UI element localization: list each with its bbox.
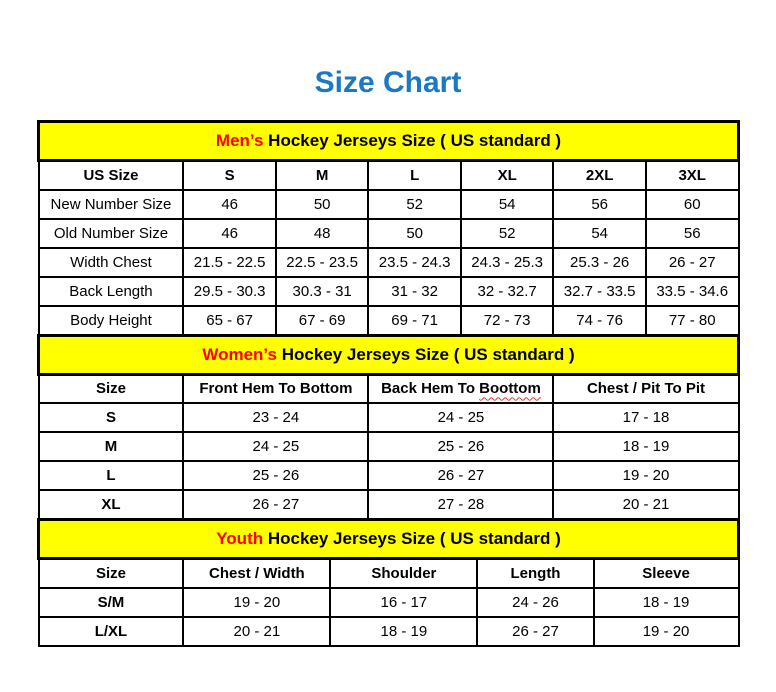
youth-banner-highlight: Youth	[216, 529, 264, 548]
youth-cell-r0c3: 18 - 19	[594, 588, 739, 617]
mens-table-row	[39, 277, 739, 306]
womens-cell-r1c2: 18 - 19	[553, 432, 738, 461]
mens-row-label-4: Body Height	[39, 306, 184, 335]
mens-cell-r4c4: 74 - 76	[553, 306, 646, 335]
mens-cell-r1c4: 54	[553, 219, 646, 248]
womens-cell-r0c2: 17 - 18	[553, 403, 738, 432]
womens-cell-r1c0: 24 - 25	[183, 432, 368, 461]
youth-cell-r1c0: 20 - 21	[183, 617, 330, 646]
mens-cell-r0c3: 54	[461, 190, 554, 219]
mens-cell-r0c5: 60	[646, 190, 739, 219]
youth-size-table	[37, 518, 740, 647]
mens-column-header-3: L	[368, 161, 461, 190]
mens-cell-r2c2: 23.5 - 24.3	[368, 248, 461, 277]
mens-cell-r4c3: 72 - 73	[461, 306, 554, 335]
mens-cell-r0c2: 52	[368, 190, 461, 219]
mens-cell-r0c4: 56	[553, 190, 646, 219]
mens-cell-r4c0: 65 - 67	[183, 306, 276, 335]
mens-column-header-0: US Size	[39, 161, 184, 190]
youth-cell-r0c2: 24 - 26	[477, 588, 593, 617]
mens-column-header-1: S	[183, 161, 276, 190]
mens-cell-r3c1: 30.3 - 31	[276, 277, 369, 306]
mens-cell-r3c3: 32 - 32.7	[461, 277, 554, 306]
womens-cell-r2c2: 19 - 20	[553, 461, 738, 490]
youth-cell-r0c0: 19 - 20	[183, 588, 330, 617]
youth-column-header-3: Length	[477, 559, 593, 588]
womens-column-header-0: Size	[39, 374, 184, 403]
mens-cell-r0c1: 50	[276, 190, 369, 219]
womens-row-label-2: L	[39, 461, 184, 490]
womens-banner-title: Women’s Hockey Jerseys Size ( US standard )	[39, 335, 739, 374]
womens-cell-r0c0: 23 - 24	[183, 403, 368, 432]
mens-cell-r3c5: 33.5 - 34.6	[646, 277, 739, 306]
mens-table-row	[39, 190, 739, 219]
mens-cell-r3c4: 32.7 - 33.5	[553, 277, 646, 306]
womens-cell-r2c1: 26 - 27	[368, 461, 553, 490]
womens-size-table	[37, 334, 740, 521]
mens-cell-r1c3: 52	[461, 219, 554, 248]
mens-banner-title: Men’s Hockey Jerseys Size ( US standard )	[39, 122, 739, 161]
youth-column-header-1: Chest / Width	[183, 559, 330, 588]
mens-cell-r3c2: 31 - 32	[368, 277, 461, 306]
misspelled-word: Boottom	[479, 380, 541, 398]
womens-banner-highlight: Women’s	[202, 344, 277, 364]
mens-cell-r2c5: 26 - 27	[646, 248, 739, 277]
womens-cell-r2c0: 25 - 26	[183, 461, 368, 490]
mens-column-header-6: 3XL	[646, 161, 739, 190]
mens-row-label-2: Width Chest	[39, 248, 184, 277]
youth-cell-r1c1: 18 - 19	[330, 617, 477, 646]
mens-cell-r1c1: 48	[276, 219, 369, 248]
mens-row-label-0: New Number Size	[39, 190, 184, 219]
womens-table-row	[39, 403, 739, 432]
mens-column-header-5: 2XL	[553, 161, 646, 190]
mens-table-row	[39, 219, 739, 248]
womens-cell-r3c0: 26 - 27	[183, 490, 368, 519]
mens-cell-r2c3: 24.3 - 25.3	[461, 248, 554, 277]
size-chart	[37, 120, 740, 647]
mens-cell-r1c0: 46	[183, 219, 276, 248]
mens-table-row	[39, 306, 739, 335]
youth-cell-r1c2: 26 - 27	[477, 617, 593, 646]
mens-row-label-3: Back Length	[39, 277, 184, 306]
mens-column-header-2: M	[276, 161, 369, 190]
womens-column-header-2: Back Hem To Boottom	[368, 374, 553, 403]
mens-cell-r2c0: 21.5 - 22.5	[183, 248, 276, 277]
womens-column-header-3: Chest / Pit To Pit	[553, 374, 738, 403]
mens-cell-r0c0: 46	[183, 190, 276, 219]
womens-table-row	[39, 490, 739, 519]
youth-banner-title: Youth Hockey Jerseys Size ( US standard )	[39, 520, 739, 559]
youth-cell-r0c1: 16 - 17	[330, 588, 477, 617]
womens-table-row	[39, 461, 739, 490]
youth-cell-r1c3: 19 - 20	[594, 617, 739, 646]
mens-size-table	[37, 120, 740, 336]
youth-table-row	[39, 617, 739, 646]
page-title: Size Chart	[314, 66, 462, 99]
womens-row-label-1: M	[39, 432, 184, 461]
womens-cell-r3c2: 20 - 21	[553, 490, 738, 519]
womens-column-header-1: Front Hem To Bottom	[183, 374, 368, 403]
womens-cell-r0c1: 24 - 25	[368, 403, 553, 432]
mens-cell-r1c5: 56	[646, 219, 739, 248]
youth-row-label-1: L/XL	[39, 617, 184, 646]
mens-cell-r1c2: 50	[368, 219, 461, 248]
youth-table-row	[39, 588, 739, 617]
youth-column-header-2: Shoulder	[330, 559, 477, 588]
mens-cell-r3c0: 29.5 - 30.3	[183, 277, 276, 306]
womens-cell-r3c1: 27 - 28	[368, 490, 553, 519]
mens-cell-r4c1: 67 - 69	[276, 306, 369, 335]
womens-cell-r1c1: 25 - 26	[368, 432, 553, 461]
youth-column-header-4: Sleeve	[594, 559, 739, 588]
womens-row-label-0: S	[39, 403, 184, 432]
womens-row-label-3: XL	[39, 490, 184, 519]
mens-row-label-1: Old Number Size	[39, 219, 184, 248]
mens-column-header-4: XL	[461, 161, 554, 190]
mens-cell-r4c2: 69 - 71	[368, 306, 461, 335]
mens-cell-r2c1: 22.5 - 23.5	[276, 248, 369, 277]
mens-table-row	[39, 248, 739, 277]
mens-banner-highlight: Men’s	[215, 131, 264, 150]
youth-row-label-0: S/M	[39, 588, 184, 617]
mens-cell-r4c5: 77 - 80	[646, 306, 739, 335]
womens-table-row	[39, 432, 739, 461]
mens-cell-r2c4: 25.3 - 26	[553, 248, 646, 277]
youth-column-header-0: Size	[39, 559, 184, 588]
